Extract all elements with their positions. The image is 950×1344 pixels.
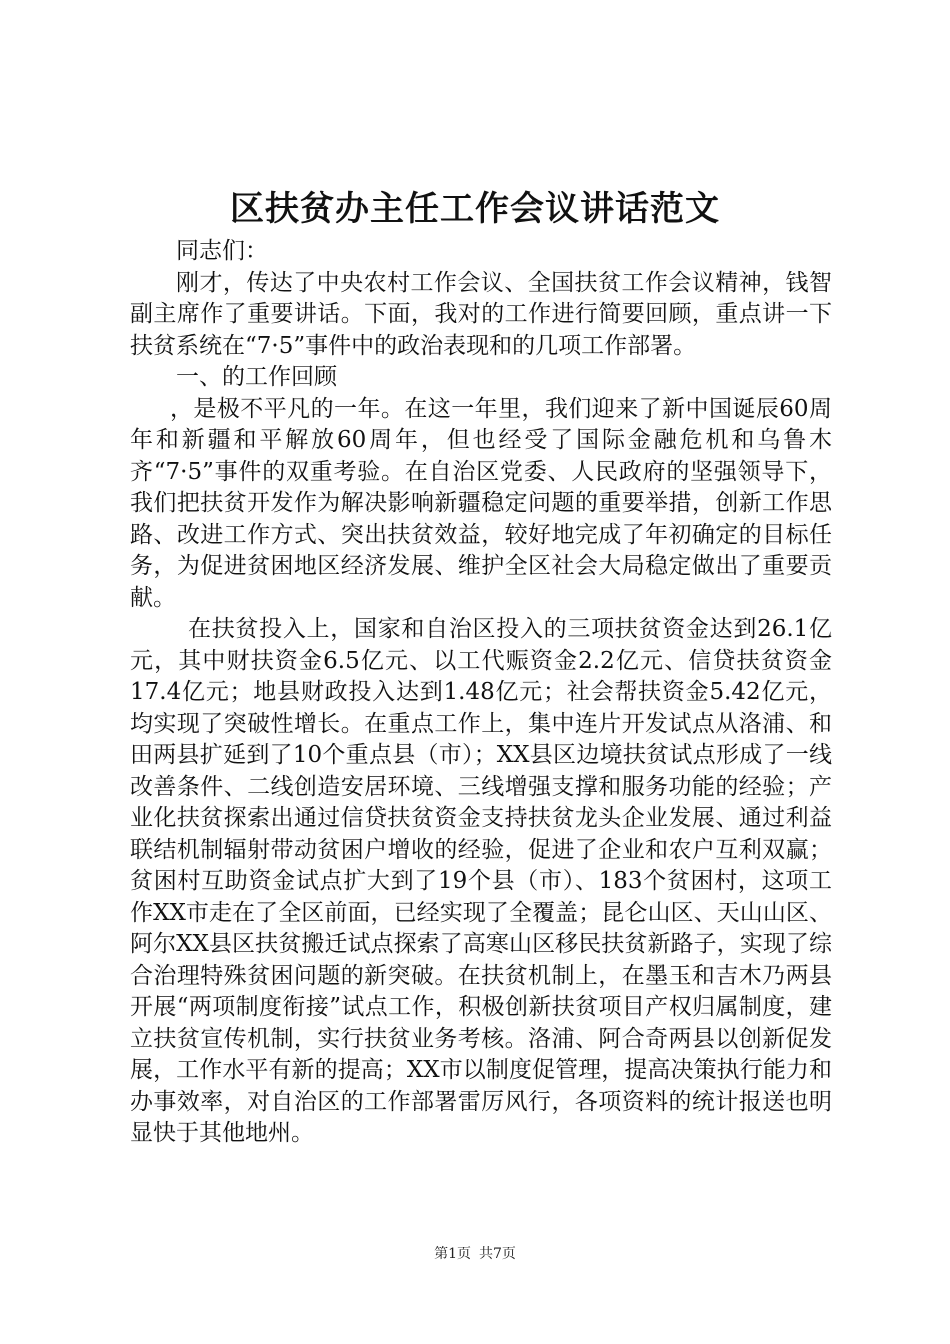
paragraph-intro: 刚才，传达了中央农村工作会议、全国扶贫工作会议精神，钱智副主席作了重要讲话。下面，我对的工作进行简要回顾，重点讲一下扶贫系统在“7·5”事件中的政治表现和的几项工作部署。: [130, 269, 832, 359]
document-body: [130, 236, 832, 1150]
salutation: 同志们：: [176, 238, 268, 264]
document-title: 区扶贫办主任工作会议讲话范文: [230, 189, 720, 229]
section-heading: 一、的工作回顾: [176, 364, 337, 390]
paragraph-investment: 在扶贫投入上，国家和自治区投入的三项扶贫资金达到26.1亿元，其中财扶资金6.5亿元、以工代赈资金2.2亿元、信贷扶贫资金17.4亿元；地县财政投入达到1.48亿元；社会帮扶资金5.42亿元，均实现了突破性增长。在重点工作上，集中连片开发试点从洛浦、和田两县扩延到了10个重点县（市）；XX县区边境扶贫试点形成了一线改善条件、二线创造安居环境、三线增强支撑和服务功能的经验；产业化扶贫探索出通过信贷扶贫资金支持扶贫龙头企业发展、通过利益联结机制辐射带动贫困户增收的经验，促进了企业和农户互利双赢；贫困村互助资金试点扩大到了19个县（市）、183个贫困村，这项工作XX市走在了全区前面，已经实现了全覆盖；昆仑山区、天山山区、阿尔XX县区扶贫搬迁试点探索了高寒山区移民扶贫新路子，实现了综合治理特殊贫困问题的新突破。在扶贫机制上，在墨玉和吉木乃两县开展“两项制度衔接”试点工作，积极创新扶贫项目产权归属制度，建立扶贫宣传机制，实行扶贫业务考核。洛浦、阿合奇两县以创新促发展，工作水平有新的提高；XX市以制度促管理，提高决策执行能力和办事效率，对自治区的工作部署雷厉风行，各项资料的统计报送也明显快于其他地州。: [130, 616, 832, 1146]
paragraph-review: ，是极不平凡的一年。在这一年里，我们迎来了新中国诞辰60周年和新疆和平解放60周年，但也经受了国际金融危机和乌鲁木齐“7·5”事件的双重考验。在自治区党委、人民政府的坚强领导下，我们把扶贫开发作为解决影响新疆稳定问题的重要举措，创新工作思路、改进工作方式、突出扶贫效益，较好地完成了年初确定的目标任务，为促进贫困地区经济发展、维护全区社会大局稳定做出了重要贡献。: [130, 395, 832, 611]
page-number: 第1页: [434, 1246, 471, 1262]
page-total: 共7页: [479, 1246, 516, 1262]
page-footer: [0, 1244, 950, 1264]
